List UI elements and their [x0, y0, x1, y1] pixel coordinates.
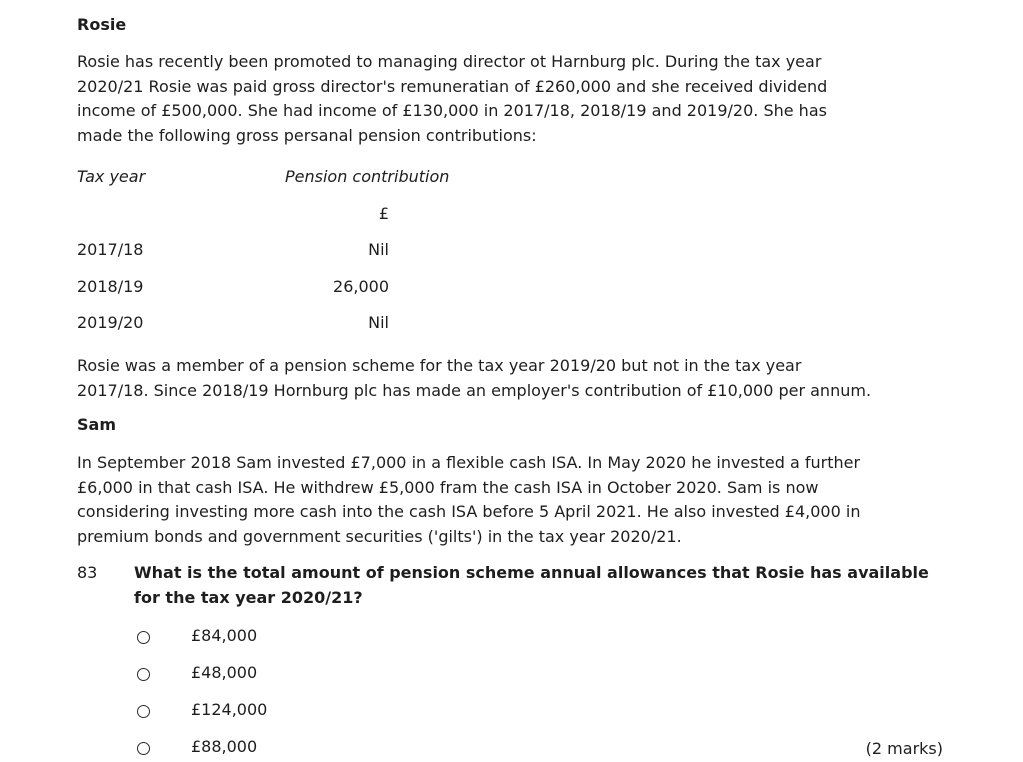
- option-label: £48,000: [191, 663, 258, 682]
- paragraph-line: Rosie has recently been promoted to managing director ot Harnburg plc. During the tax year: [77, 52, 822, 71]
- option-label: £88,000: [191, 737, 258, 756]
- table-row-year: 2019/20: [77, 313, 144, 332]
- radio-button-icon[interactable]: [137, 742, 150, 755]
- option-label: £124,000: [191, 700, 268, 719]
- question-text: [134, 561, 929, 610]
- table-row-amount: Nil: [368, 313, 389, 332]
- sam-paragraph: [77, 451, 860, 549]
- answer-option[interactable]: [137, 700, 337, 724]
- table-header-pension-contribution: Pension contribution: [285, 167, 450, 186]
- table-row-amount: 26,000: [333, 277, 389, 296]
- rosie-note: [77, 354, 871, 403]
- radio-button-icon[interactable]: [137, 631, 150, 644]
- section-heading-sam: Sam: [77, 415, 116, 434]
- table-row-year: 2018/19: [77, 277, 144, 296]
- paragraph-line: made the following gross persanal pension contributions:: [77, 125, 537, 145]
- answer-option[interactable]: [137, 737, 337, 759]
- radio-button-icon[interactable]: [137, 668, 150, 681]
- paragraph-line: 2017/18. Since 2018/19 Hornburg plc has made an employer's contribution of £10,000 per annum.: [77, 380, 872, 400]
- question-line: What is the total amount of pension scheme annual allowances that Rosie has available: [134, 563, 929, 582]
- section-heading-rosie: Rosie: [77, 15, 127, 34]
- paragraph-line: In September 2018 Sam invested £7,000 in a flexible cash ISA. In May 2020 he invested a further: [77, 453, 861, 472]
- answer-option[interactable]: [137, 626, 337, 650]
- table-header-tax-year: Tax year: [77, 167, 146, 186]
- paragraph-line: Rosie was a member of a pension scheme for the tax year 2019/20 but not in the tax year: [77, 356, 802, 375]
- table-row-year: 2017/18: [77, 240, 144, 259]
- answer-option[interactable]: [137, 663, 337, 687]
- marks-label: (2 marks): [865, 739, 943, 758]
- paragraph-line: income of £500,000. She had income of £130,000 in 2017/18, 2018/19 and 2019/20. She has: [77, 101, 827, 120]
- table-unit: £: [378, 204, 389, 223]
- option-label: £84,000: [191, 626, 258, 645]
- paragraph-line: premium bonds and government securities ('gilts') in the tax year 2020/21.: [77, 526, 682, 546]
- question-line: for the tax year 2020/21?: [134, 587, 363, 607]
- paragraph-line: £6,000 in that cash ISA. He withdrew £5,000 fram the cash ISA in October 2020. Sam is now: [77, 477, 819, 497]
- table-row-amount: Nil: [368, 240, 389, 259]
- paragraph-line: 2020/21 Rosie was paid gross director's remuneratian of £260,000 and she received dividend: [77, 76, 828, 96]
- rosie-paragraph: [77, 50, 827, 148]
- paragraph-line: considering investing more cash into the cash ISA before 5 April 2021. He also invested £4,000 in: [77, 502, 861, 521]
- radio-button-icon[interactable]: [137, 705, 150, 718]
- question-number: 83: [77, 563, 98, 582]
